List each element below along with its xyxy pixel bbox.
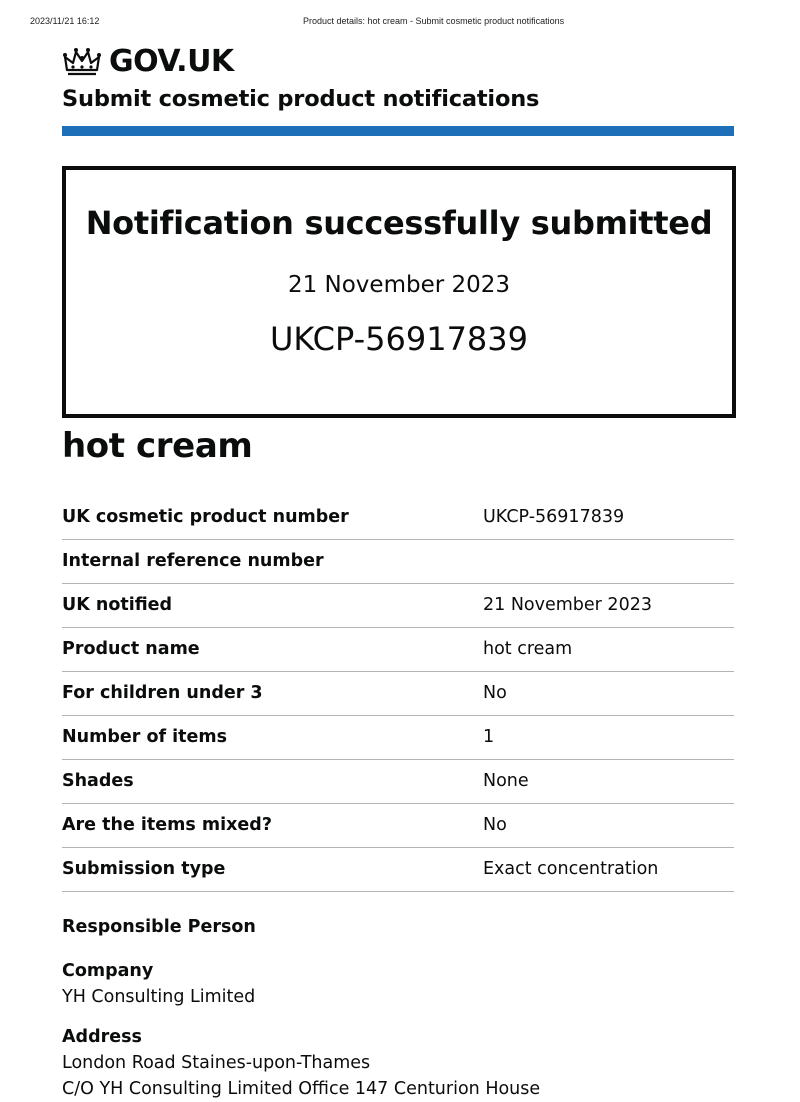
summary-key: UK notified <box>62 595 173 615</box>
panel-reference-number: UKCP-56917839 <box>269 320 528 358</box>
summary-row-number-of-items <box>62 716 734 760</box>
summary-value: 21 November 2023 <box>483 595 652 615</box>
summary-row-internal-reference <box>62 540 734 584</box>
summary-key: UK cosmetic product number <box>62 507 349 527</box>
summary-row-items-mixed <box>62 804 734 848</box>
summary-row-product-number <box>62 496 734 540</box>
summary-key: For children under 3 <box>62 683 263 703</box>
summary-value: UKCP-56917839 <box>483 507 625 527</box>
summary-row-uk-notified <box>62 584 734 628</box>
summary-value: hot cream <box>483 639 573 659</box>
service-name-link[interactable]: Submit cosmetic product notifications <box>62 86 540 112</box>
summary-row-product-name <box>62 628 734 672</box>
product-name-heading: hot cream <box>62 426 253 466</box>
company-label: Company <box>62 961 154 981</box>
summary-key: Submission type <box>62 859 226 879</box>
summary-value: No <box>483 815 507 835</box>
company-block <box>62 958 255 1010</box>
panel-date: 21 November 2023 <box>287 272 511 298</box>
company-value: YH Consulting Limited <box>62 987 256 1007</box>
crown-icon <box>62 46 102 76</box>
summary-value: No <box>483 683 507 703</box>
summary-value: None <box>483 771 529 791</box>
address-line: London Road Staines-upon-Thames <box>62 1053 371 1073</box>
address-label: Address <box>62 1027 142 1047</box>
summary-row-children-under-3 <box>62 672 734 716</box>
summary-key: Shades <box>62 771 134 791</box>
print-header <box>0 16 800 30</box>
print-datetime: 2023/11/21 16:12 <box>30 16 100 26</box>
panel-title: Notification successfully submitted <box>85 204 713 242</box>
summary-key: Internal reference number <box>62 551 324 571</box>
product-summary-list <box>62 496 734 892</box>
govuk-logotype: GOV.UK <box>109 43 234 79</box>
summary-key: Are the items mixed? <box>62 815 272 835</box>
summary-value: 1 <box>483 727 495 747</box>
govuk-logo-link[interactable] <box>62 42 234 80</box>
print-page-title: Product details: hot cream - Submit cosmetic product notifications <box>303 16 565 26</box>
summary-row-submission-type <box>62 848 734 892</box>
responsible-person-heading: Responsible Person <box>62 917 256 937</box>
summary-key: Number of items <box>62 727 228 747</box>
header-blue-rule <box>62 126 734 136</box>
confirmation-panel <box>62 166 736 418</box>
address-block <box>62 1024 540 1102</box>
summary-key: Product name <box>62 639 200 659</box>
summary-row-shades <box>62 760 734 804</box>
address-line: C/O YH Consulting Limited Office 147 Centurion House <box>62 1079 541 1099</box>
summary-value: Exact concentration <box>483 859 659 879</box>
